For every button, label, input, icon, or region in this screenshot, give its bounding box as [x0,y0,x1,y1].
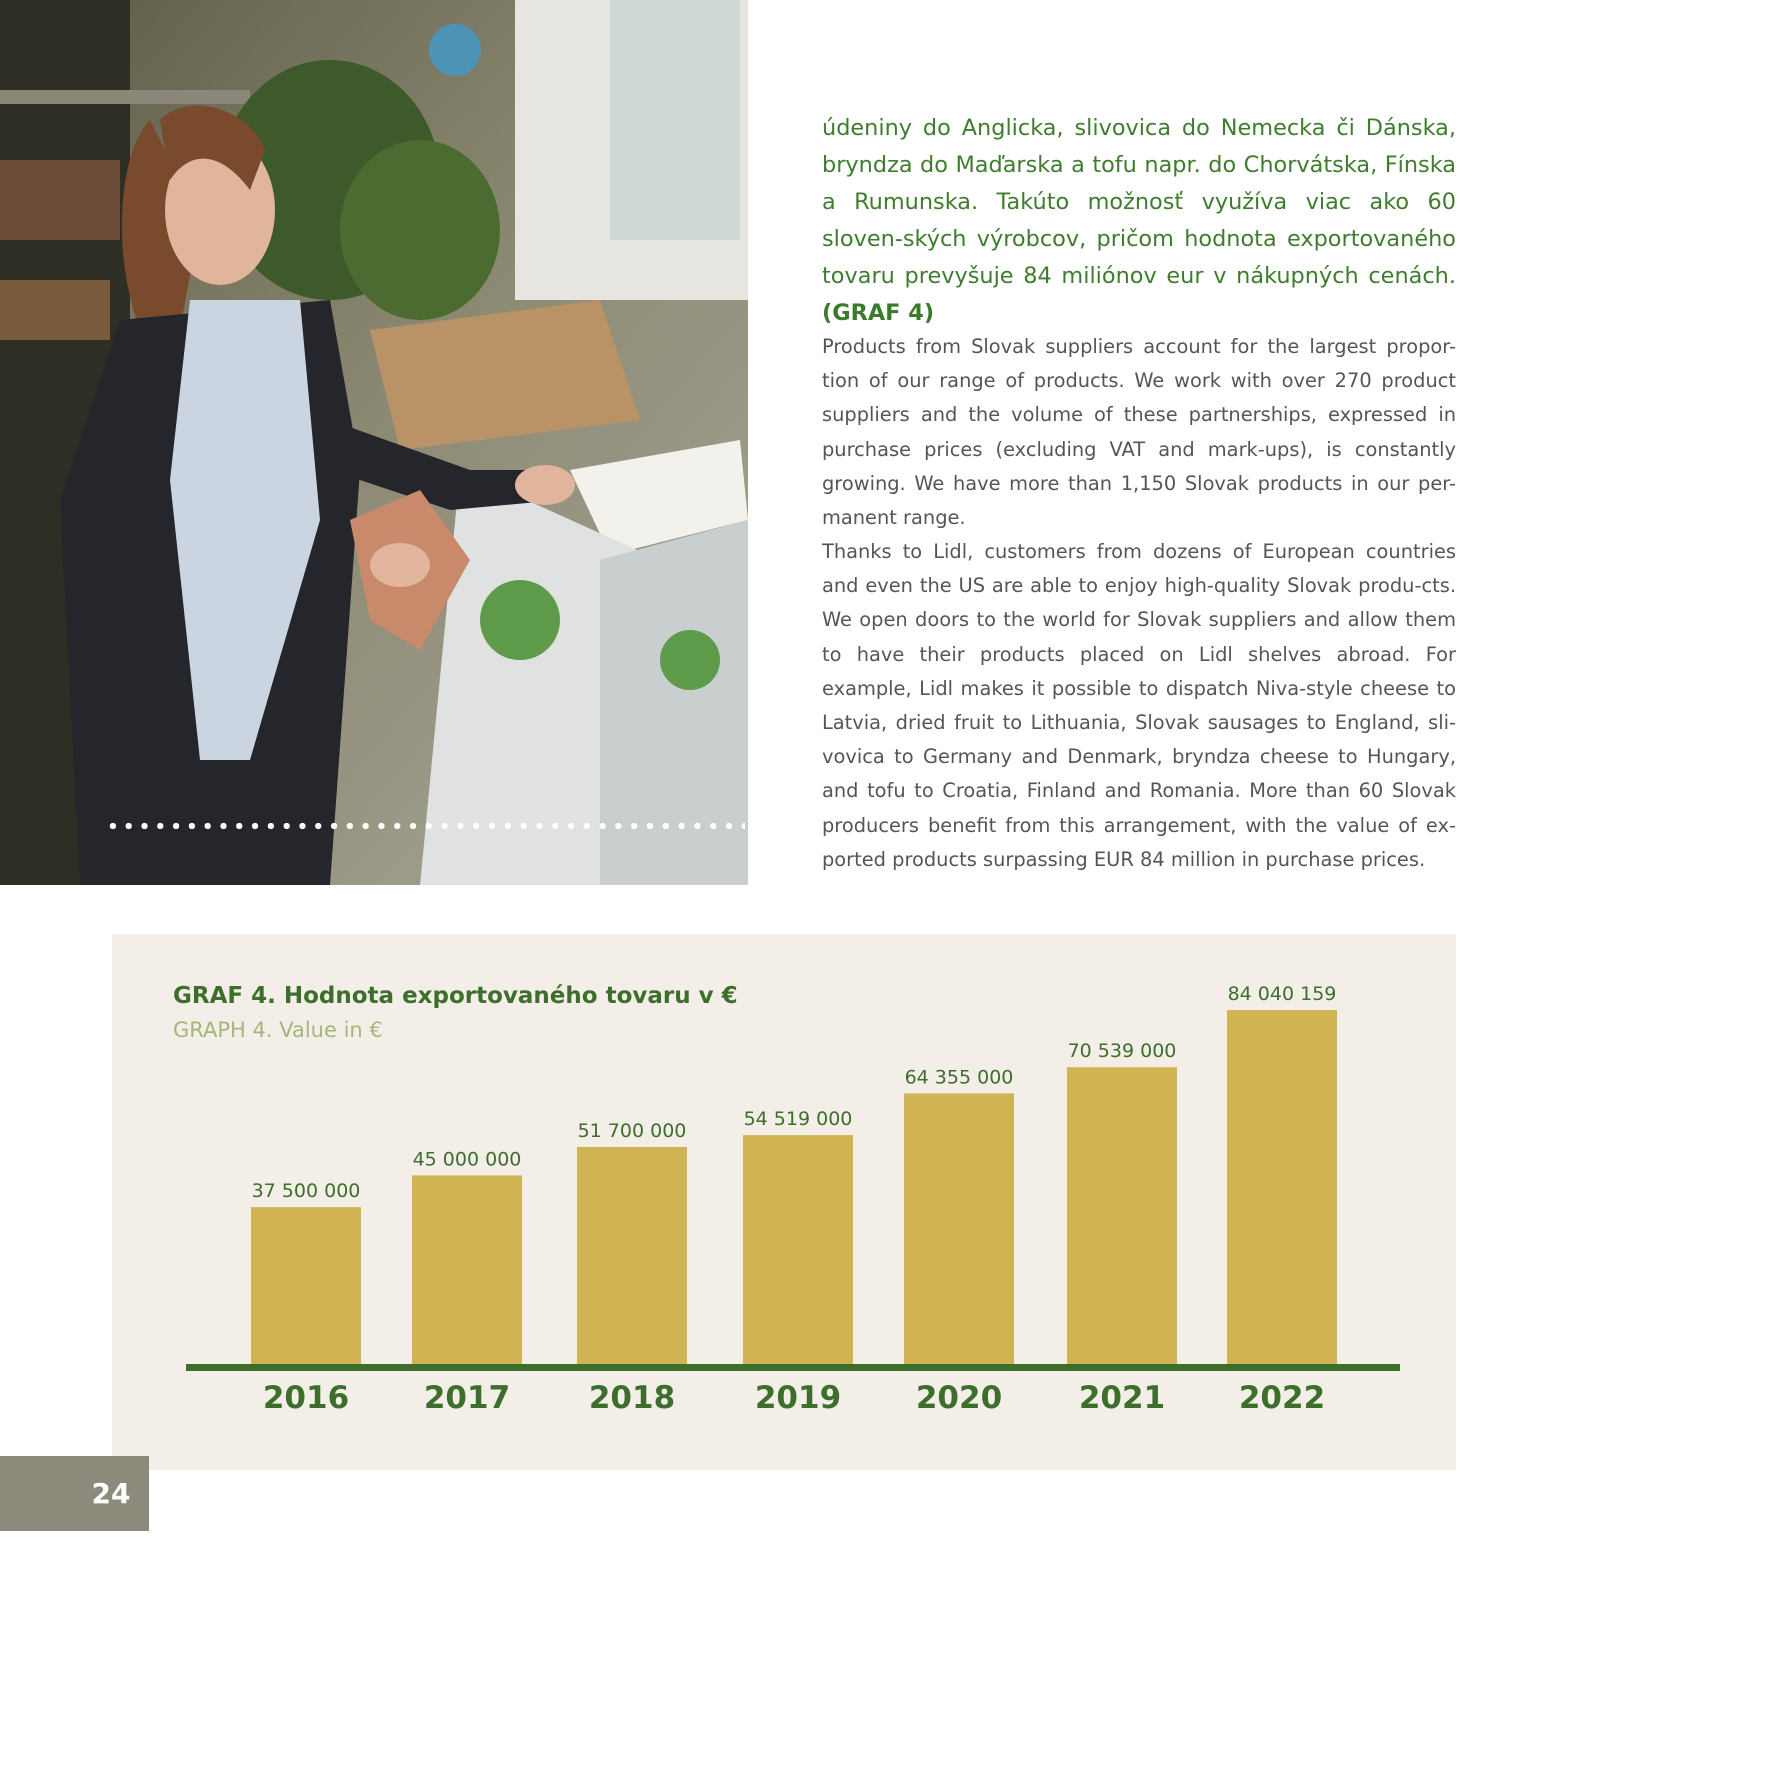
x-axis-line [186,1364,1400,1371]
chart-subtitle: GRAPH 4. Value in € [173,1018,383,1042]
bar-2017 [412,1175,522,1366]
bar-2018 [577,1147,687,1366]
value-label-2022: 84 040 159 [1227,983,1337,1005]
value-label-2016: 37 500 000 [251,1180,361,1203]
value-label-2018: 51 700 000 [577,1119,687,1142]
x-tick-label-2020: 2020 [915,1380,1003,1416]
x-tick-label-2018: 2018 [588,1380,676,1416]
graph-reference: (GRAF 4) [822,300,935,326]
bar-2016 [251,1207,361,1366]
sk-paragraph: údeniny do Anglicka, slivovica do Nemecka či Dánska, bryndza do Maďarska a tofu napr. do Chorvátska, Fínska a Rumunska. Takúto možnosť využíva viac ako 60 sloven-ských výrobcov, pričom hodnota exportovaného tovaru prevyšuje 84 miliónov eur v nákupných cenách. (GRAF 4) [822,115,1456,326]
chart-title: GRAF 4. Hodnota exportovaného tovaru v € [173,983,738,1009]
bar-2022 [1227,1010,1337,1366]
value-label-2019: 54 519 000 [743,1108,853,1131]
value-label-2020: 64 355 000 [904,1066,1014,1089]
en-paragraph-2: Thanks to Lidl, customers from dozens of European countries and even the US are able to enjoy high-quality Slovak produ-cts. We open doors to the world for Slovak suppliers and allow them to have their products placed on Lidl shelves abroad. For example, Lidl makes it possible to dispatch Niva-style cheese to Latvia, dried fruit to Lithuania, Slovak sausages to England, sli-vovica to Germany and Denmark, bryndza cheese to Hungary, and tofu to Croatia, Finland and Romania. More than 60 Slovak producers benefit from this arrangement, with the value of ex-ported products surpassing EUR 84 million in purchase prices. [822,540,1456,871]
page-number-box [0,1456,149,1531]
en-paragraph-1: Products from Slovak suppliers account for the largest propor-tion of our range of products. We work with over 270 product suppliers and the volume of these partnerships, expressed in purchase prices (excluding VAT and mark-ups), is constantly growing. We have more than 1,150 Slovak products in our per-manent range. [822,335,1456,530]
bar-2021 [1067,1067,1177,1366]
bar-2020 [904,1093,1014,1366]
bar-2019 [743,1135,853,1366]
x-tick-label-2016: 2016 [262,1380,350,1416]
x-tick-label-2017: 2017 [423,1380,511,1416]
page-number: 24 [91,1477,131,1510]
value-label-2017: 45 000 000 [412,1148,522,1171]
x-tick-label-2022: 2022 [1238,1380,1326,1416]
x-tick-label-2021: 2021 [1078,1380,1166,1416]
value-label-2021: 70 539 000 [1067,1040,1177,1063]
x-tick-label-2019: 2019 [754,1380,842,1416]
